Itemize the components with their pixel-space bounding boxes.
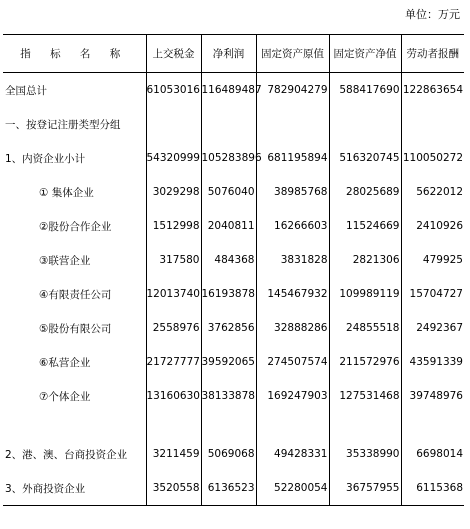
cell-value: 36757955	[329, 471, 401, 506]
cell-value: 6698014	[401, 437, 464, 471]
column-header-net-profit: 净利润	[201, 35, 256, 73]
cell-value: 52280054	[256, 471, 329, 506]
cell-value: 317580	[146, 243, 201, 277]
cell-value: 3029298	[146, 175, 201, 209]
cell-value: 43591339	[401, 345, 464, 379]
row-label: ① 集体企业	[39, 186, 94, 199]
row-label: ⑦个体企业	[39, 390, 91, 403]
cell-value	[201, 107, 256, 141]
cell-value: 2558976	[146, 311, 201, 345]
cell-value: 32888286	[256, 311, 329, 345]
cell-value: 28025689	[329, 175, 401, 209]
row-label: 一、按登记注册类型分组	[5, 118, 121, 131]
cell-value: 274507574	[256, 345, 329, 379]
cell-value: 211572976	[329, 345, 401, 379]
cell-value: 2821306	[329, 243, 401, 277]
table-row	[3, 175, 464, 209]
cell-value: 145467932	[256, 277, 329, 311]
column-header-labor-compensation: 劳动者报酬	[401, 35, 464, 73]
table-row	[3, 209, 464, 243]
cell-value: 13160630	[146, 379, 201, 413]
cell-value: 516320745	[329, 141, 401, 175]
cell-value: 110050272	[401, 141, 464, 175]
column-header-tax: 上交税金	[146, 35, 201, 73]
table-row	[3, 471, 464, 506]
statistics-table	[3, 34, 464, 506]
cell-value: 2410926	[401, 209, 464, 243]
cell-value: 3762856	[201, 311, 256, 345]
row-label: 2、港、澳、台商投资企业	[5, 448, 128, 461]
cell-value: 39748976	[401, 379, 464, 413]
cell-value: 2040811	[201, 209, 256, 243]
cell-value: 2492367	[401, 311, 464, 345]
column-header-fixed-assets-net: 固定资产净值	[329, 35, 401, 73]
cell-value: 39592065	[201, 345, 256, 379]
spacer-row	[3, 413, 464, 437]
table-row	[3, 437, 464, 471]
cell-value: 109989119	[329, 277, 401, 311]
column-header-indicator: 指 标 名 称	[3, 35, 146, 73]
cell-value: 681195894	[256, 141, 329, 175]
table-row	[3, 107, 464, 141]
cell-value: 5069068	[201, 437, 256, 471]
cell-value: 484368	[201, 243, 256, 277]
cell-value: 21727777	[146, 345, 201, 379]
cell-value: 169247903	[256, 379, 329, 413]
row-label: 3、外商投资企业	[3, 471, 146, 506]
cell-value	[256, 107, 329, 141]
cell-value: 1512998	[146, 209, 201, 243]
cell-value	[401, 107, 464, 141]
cell-value: 6136523	[201, 471, 256, 506]
row-label: ②股份合作企业	[39, 220, 112, 233]
cell-value: 116489487	[201, 73, 256, 108]
cell-value: 5622012	[401, 175, 464, 209]
cell-value	[146, 107, 201, 141]
cell-value: 35338990	[329, 437, 401, 471]
cell-value: 12013740	[146, 277, 201, 311]
row-label: ③联营企业	[39, 254, 91, 267]
cell-value: 38133878	[201, 379, 256, 413]
unit-label: 单位：万元	[405, 8, 460, 21]
cell-value: 3211459	[146, 437, 201, 471]
cell-value: 11524669	[329, 209, 401, 243]
cell-value: 38985768	[256, 175, 329, 209]
cell-value: 49428331	[256, 437, 329, 471]
cell-value	[329, 107, 401, 141]
cell-value: 54320999	[146, 141, 201, 175]
row-label: 全国总计	[5, 84, 47, 97]
table-row	[3, 73, 464, 108]
table-row	[3, 345, 464, 379]
table-row	[3, 277, 464, 311]
table-row	[3, 243, 464, 277]
cell-value: 127531468	[329, 379, 401, 413]
cell-value: 24855518	[329, 311, 401, 345]
cell-value: 479925	[401, 243, 464, 277]
column-header-fixed-assets-original: 固定资产原值	[256, 35, 329, 73]
cell-value: 3831828	[256, 243, 329, 277]
cell-value: 3520558	[146, 471, 201, 506]
cell-value: 16193878	[201, 277, 256, 311]
table-row	[3, 141, 464, 175]
row-label: ④有限责任公司	[39, 288, 112, 301]
header-row	[3, 35, 464, 73]
cell-value: 15704727	[401, 277, 464, 311]
cell-value: 16266603	[256, 209, 329, 243]
table-row	[3, 311, 464, 345]
row-label: 1、内资企业小计	[5, 152, 86, 165]
cell-value: 588417690	[329, 73, 401, 108]
cell-value: 105283896	[201, 141, 256, 175]
cell-value: 782904279	[256, 73, 329, 108]
cell-value: 5076040	[201, 175, 256, 209]
cell-value: 61053016	[146, 73, 201, 108]
cell-value: 122863654	[401, 73, 464, 108]
row-label: ⑤股份有限公司	[39, 322, 112, 335]
table-row	[3, 379, 464, 413]
cell-value: 6115368	[401, 471, 464, 506]
row-label: ⑥私营企业	[39, 356, 91, 369]
